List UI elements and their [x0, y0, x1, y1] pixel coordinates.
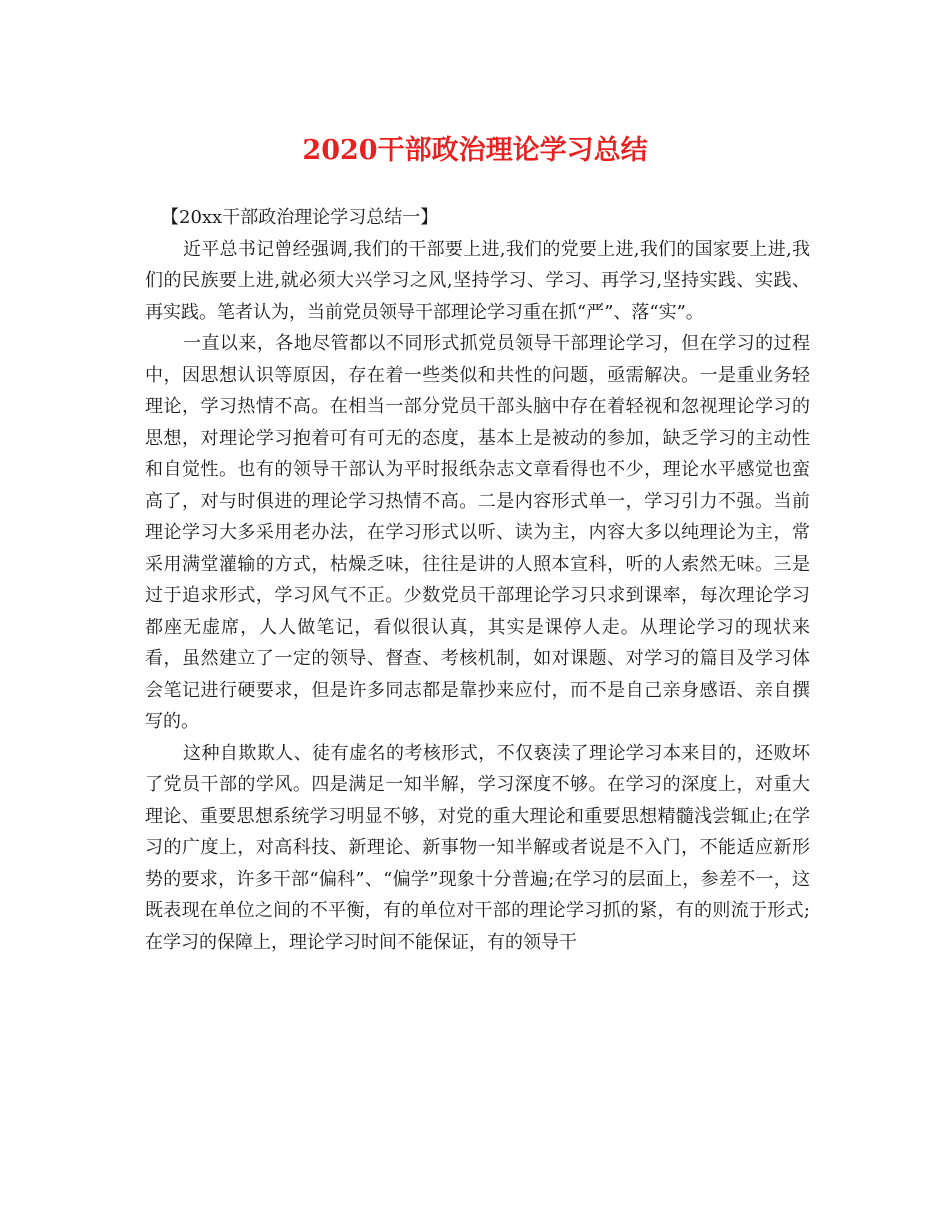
paragraph-2: 一直以来，各地尽管都以不同形式抓党员领导干部理论学习，但在学习的过程中，因思想认识等原因，存在着一些类似和共性的问题，亟需解决。一是重业务轻理论，学习热情不高。在相当一部分党员干部头脑中存在着轻视和忽视理论学习的思想，对理论学习抱着可有可无的态度，基本上是被动的参加，缺乏学习的主动性和自觉性。也有的领导干部认为平时报纸杂志文章看得也不少，理论水平感觉也蛮高了，对与时俱进的理论学习热情不高。二是内容形式单一，学习引力不强。当前理论学习大多采用老办法，在学习形式以听、读为主，内容大多以纯理论为主，常采用满堂灌输的方式，枯燥乏味，往往是讲的人照本宣科，听的人索然无味。三是过于追求形式，学习风气不正。少数党员干部理论学习只求到课率，每次理论学习都座无虚席，人人做笔记，看似很认真，其实是课停人走。从理论学习的现状来看，虽然建立了一定的领导、督查、考核机制，如对课题、对学习的篇目及学习体会笔记进行硬要求，但是许多同志都是靠抄来应付，而不是自己亲身感语、亲自撰写的。 — [145, 333, 810, 732]
paragraph-1: 近平总书记曾经强调,我们的干部要上进,我们的党要上进,我们的国家要上进,我们的民族要上进,就必须大兴学习之风,坚持学习、学习、再学习,坚持实践、实践、再实践。笔者认为，当前党员领导干部理论学习重在抓“严”、落“实”。 — [145, 238, 810, 323]
section-heading: 【20xx干部政治理论学习总结一】 — [161, 207, 439, 228]
paragraph-3: 这种自欺欺人、徒有虚名的考核形式，不仅亵渎了理论学习本来目的，还败坏了党员干部的学风。四是满足一知半解，学习深度不够。在学习的深度上，对重大理论、重要思想系统学习明显不够，对党的重大理论和重要思想精髓浅尝辄止;在学习的广度上，对高科技、新理论、新事物一知半解或者说是不入门，不能适应新形势的要求，许多干部“偏科”、“偏学”现象十分普遍;在学习的层面上，参差不一，这既表现在单位之间的不平衡，有的单位对干部的理论学习抓的紧，有的则流于形式;在学习的保障上，理论学习时间不能保证，有的领导干 — [145, 742, 810, 953]
document-body — [145, 202, 810, 958]
document-title: 2020干部政治理论学习总结 — [302, 135, 648, 166]
